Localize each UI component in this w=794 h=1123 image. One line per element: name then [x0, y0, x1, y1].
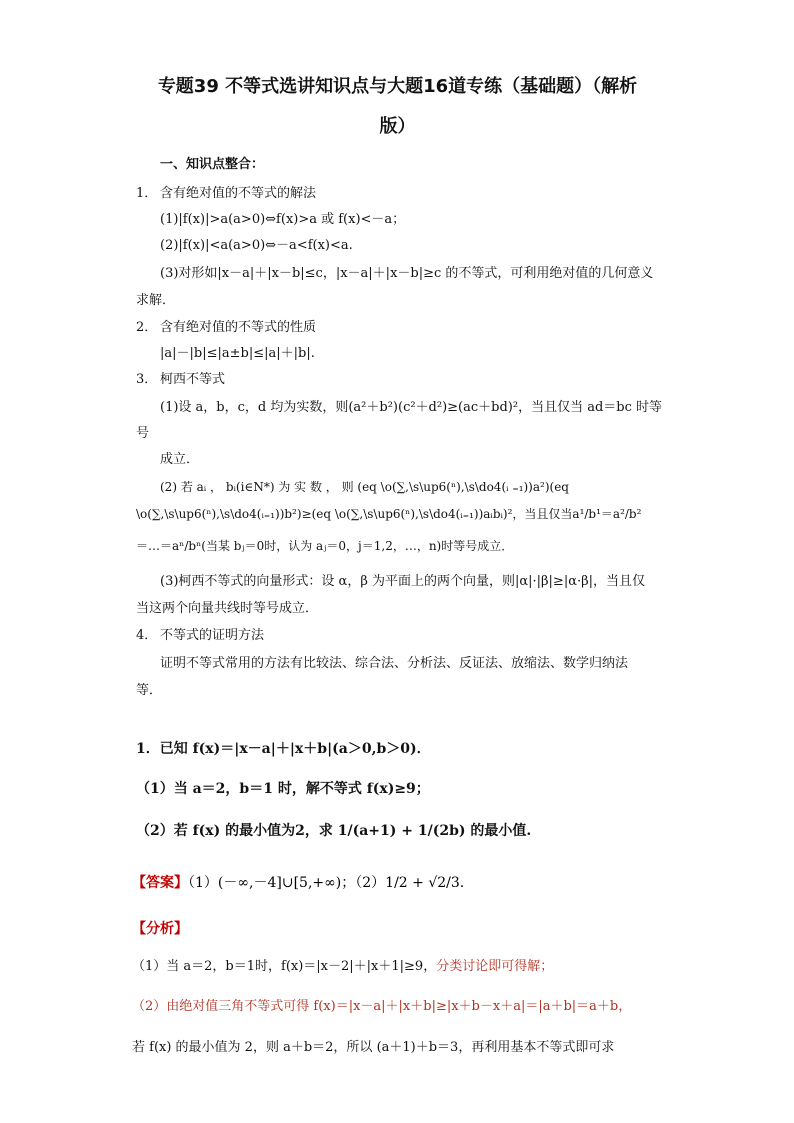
text-line: \o(∑,\s\up6(ⁿ),\s\do4(ᵢ₌₁))b²)≥(eq \o(∑,\s\up6(ⁿ),\s\do4(ᵢ₌₁))aᵢbᵢ)²，当且仅当a¹/b¹＝a²/b²: [136, 507, 642, 521]
text-line: 求解．: [136, 293, 176, 308]
text-line: (1)设 a，b，c，d 均为实数，则(a²＋b²)(c²＋d²)≥(ac＋bd)²，当且仅当 ad＝bc 时等: [160, 400, 663, 415]
text-line: 等．: [136, 683, 163, 698]
text-line: 号: [136, 426, 150, 441]
analysis-label: 【分析】: [132, 921, 188, 937]
problem-part-1: （1）当 a＝2，b＝1 时，解不等式 f(x)≥9；: [136, 781, 430, 797]
document-title-cont: 版）: [379, 116, 416, 137]
analysis-line-3: 若 f(x) 的最小值为 2，则 a＋b＝2，所以 (a＋1)＋b＝3，再利用基本不等式即可求: [132, 1040, 615, 1055]
item-heading: 含有绝对值的不等式的解法: [160, 186, 317, 201]
document-title: 专题39 不等式选讲知识点与大题16道专练（基础题）（解析: [157, 76, 638, 97]
analysis-line-1: [132, 955, 553, 974]
problem-part-2: （2）若 f(x) 的最小值为2，求 1/(a+1) + 1/(2b) 的最小值.: [136, 823, 532, 839]
text-line: (1)|f(x)|>a(a>0)⇔f(x)>a 或 f(x)<－a；: [160, 212, 406, 227]
item-number: 1．: [136, 186, 158, 201]
item-number: 2．: [136, 320, 158, 335]
item-heading: 含有绝对值的不等式的性质: [160, 320, 317, 335]
text-line: (3)对形如|x－a|＋|x－b|≤c，|x－a|＋|x－b|≥c 的不等式，可利用绝对值的几何意义: [160, 266, 654, 281]
text-line: 证明不等式常用的方法有比较法、综合法、分析法、反证法、放缩法、数学归纳法: [160, 656, 629, 671]
item-number: 4．: [136, 628, 158, 643]
analysis-text: （1）当 a＝2，b＝1时，f(x)＝|x－2|＋|x＋1|≥9，: [132, 959, 437, 974]
text-line: |a|－|b|≤|a±b|≤|a|＋|b|.: [160, 346, 315, 361]
text-line: (3)柯西不等式的向量形式：设 α，β 为平面上的两个向量，则|α|·|β|≥|α·β|，当且仅: [160, 574, 645, 589]
text-line: 成立．: [160, 452, 200, 467]
problem-statement: 1．已知 f(x)＝|x－a|＋|x＋b|(a＞0,b＞0)．: [136, 741, 431, 757]
item-heading: 柯西不等式: [160, 372, 226, 387]
text-line: (2)|f(x)|<a(a>0)⇔－a<f(x)<a.: [160, 238, 353, 253]
section-heading: 一、知识点整合：: [160, 157, 265, 172]
answer-line: [132, 872, 464, 892]
analysis-line-2: （2）由绝对值三角不等式可得 f(x)＝|x－a|＋|x＋b|≥|x＋b－x＋a|＝|a＋b|＝a＋b，: [132, 999, 632, 1014]
text-line: (2) 若 aᵢ ， bᵢ(i∈N*) 为 实 数 ， 则 (eq \o(∑,\s\up6(ⁿ),\s\do4(ᵢ ₌₁))a²)(eq: [160, 480, 569, 494]
item-heading: 不等式的证明方法: [160, 628, 265, 643]
item-number: 3．: [136, 372, 158, 387]
answer-value: （1）(－∞,－4]∪[5,+∞)；（2）1/2 + √2/3.: [188, 875, 465, 891]
answer-label: 【答案】: [132, 875, 188, 891]
analysis-text-highlight: 分类讨论即可得解；: [436, 959, 554, 974]
text-line: ＝…＝aⁿ/bⁿ(当某 bⱼ＝0时，认为 aⱼ＝0，j＝1,2，…，n)时等号成立．: [136, 539, 514, 553]
text-line: 当这两个向量共线时等号成立．: [136, 601, 319, 616]
